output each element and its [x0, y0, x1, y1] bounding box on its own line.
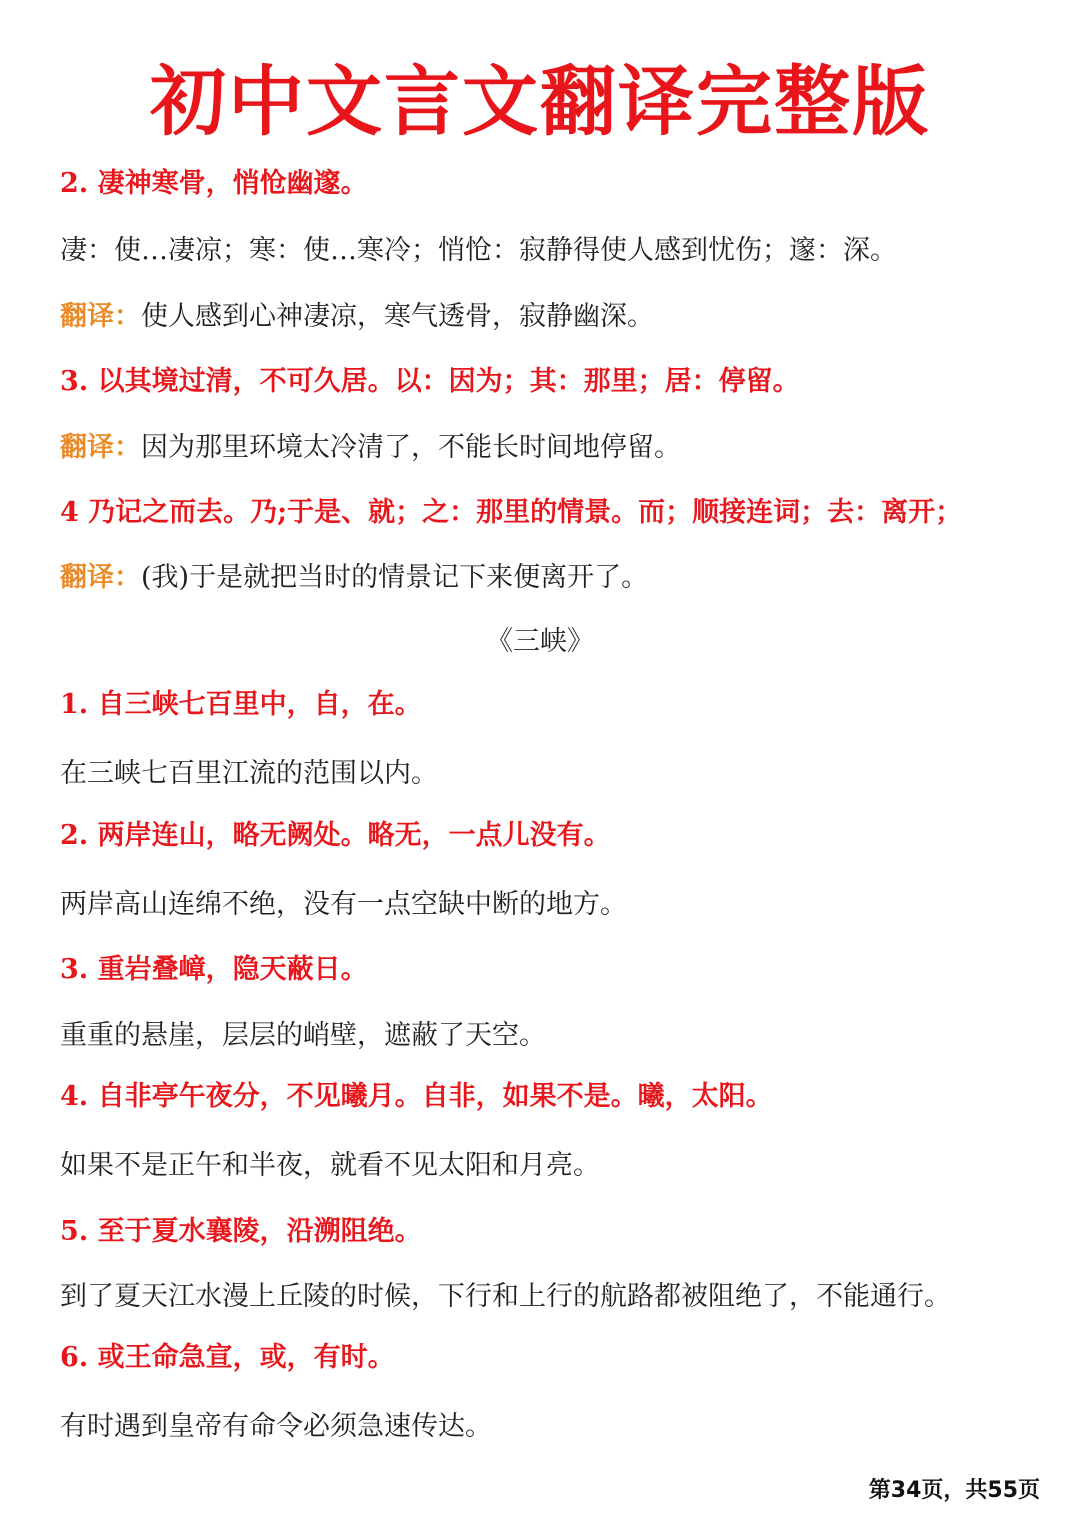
text-line: 2. 凄神寒骨，悄怆幽邃。 — [60, 168, 368, 199]
translation-text: 使人感到心神凄凉，寒气透骨，寂静幽深。 — [141, 301, 654, 332]
text-line: 4. 自非亭午夜分，不见曦月。自非，如果不是。曦，太阳。 — [60, 1081, 773, 1112]
translation-label: 翻译： — [60, 562, 141, 593]
section-heading: 《三峡》 — [486, 626, 594, 657]
text-line: 2. 两岸连山，略无阙处。略无，一点儿没有。 — [60, 820, 611, 851]
translation-label: 翻译： — [60, 301, 141, 332]
text-line: 6. 或王命急宣，或，有时。 — [60, 1342, 395, 1373]
text-line: 两岸高山连绵不绝，没有一点空缺中断的地方。 — [60, 889, 627, 920]
text-line: 4 乃记之而去。乃;于是、就；之：那里的情景。而；顺接连词；去：离开； — [60, 497, 963, 528]
text-line: 到了夏天江水漫上丘陵的时候，下行和上行的航路都被阻绝了，不能通行。 — [60, 1281, 951, 1312]
text-line: 5. 至于夏水襄陵，沿溯阻绝。 — [60, 1216, 422, 1247]
text-line: 3. 以其境过清，不可久居。以：因为；其：那里；居：停留。 — [60, 366, 800, 397]
translation-line — [60, 428, 1040, 468]
translation-text: (我)于是就把当时的情景记下来便离开了。 — [141, 562, 649, 593]
text-line: 在三峡七百里江流的范围以内。 — [60, 758, 438, 789]
text-line: 凄：使…凄凉；寒：使…寒冷；悄怆：寂静得使人感到忧伤；邃：深。 — [60, 235, 897, 266]
page-title: 初中文言文翻译完整版 — [150, 57, 930, 146]
text-line: 重重的悬崖，层层的峭壁，遮蔽了天空。 — [60, 1020, 546, 1051]
translation-label: 翻译： — [60, 432, 141, 463]
translation-text: 因为那里环境太冷清了，不能长时间地停留。 — [141, 432, 681, 463]
text-line: 有时遇到皇帝有命令必须急速传达。 — [60, 1411, 492, 1442]
text-line: 1. 自三峡七百里中，自，在。 — [60, 689, 422, 720]
translation-line — [60, 558, 1040, 598]
text-line: 如果不是正午和半夜，就看不见太阳和月亮。 — [60, 1150, 600, 1181]
text-line: 3. 重岩叠嶂，隐天蔽日。 — [60, 954, 368, 985]
translation-line — [60, 297, 1040, 337]
page-number: 第34页，共55页 — [868, 1478, 1040, 1503]
